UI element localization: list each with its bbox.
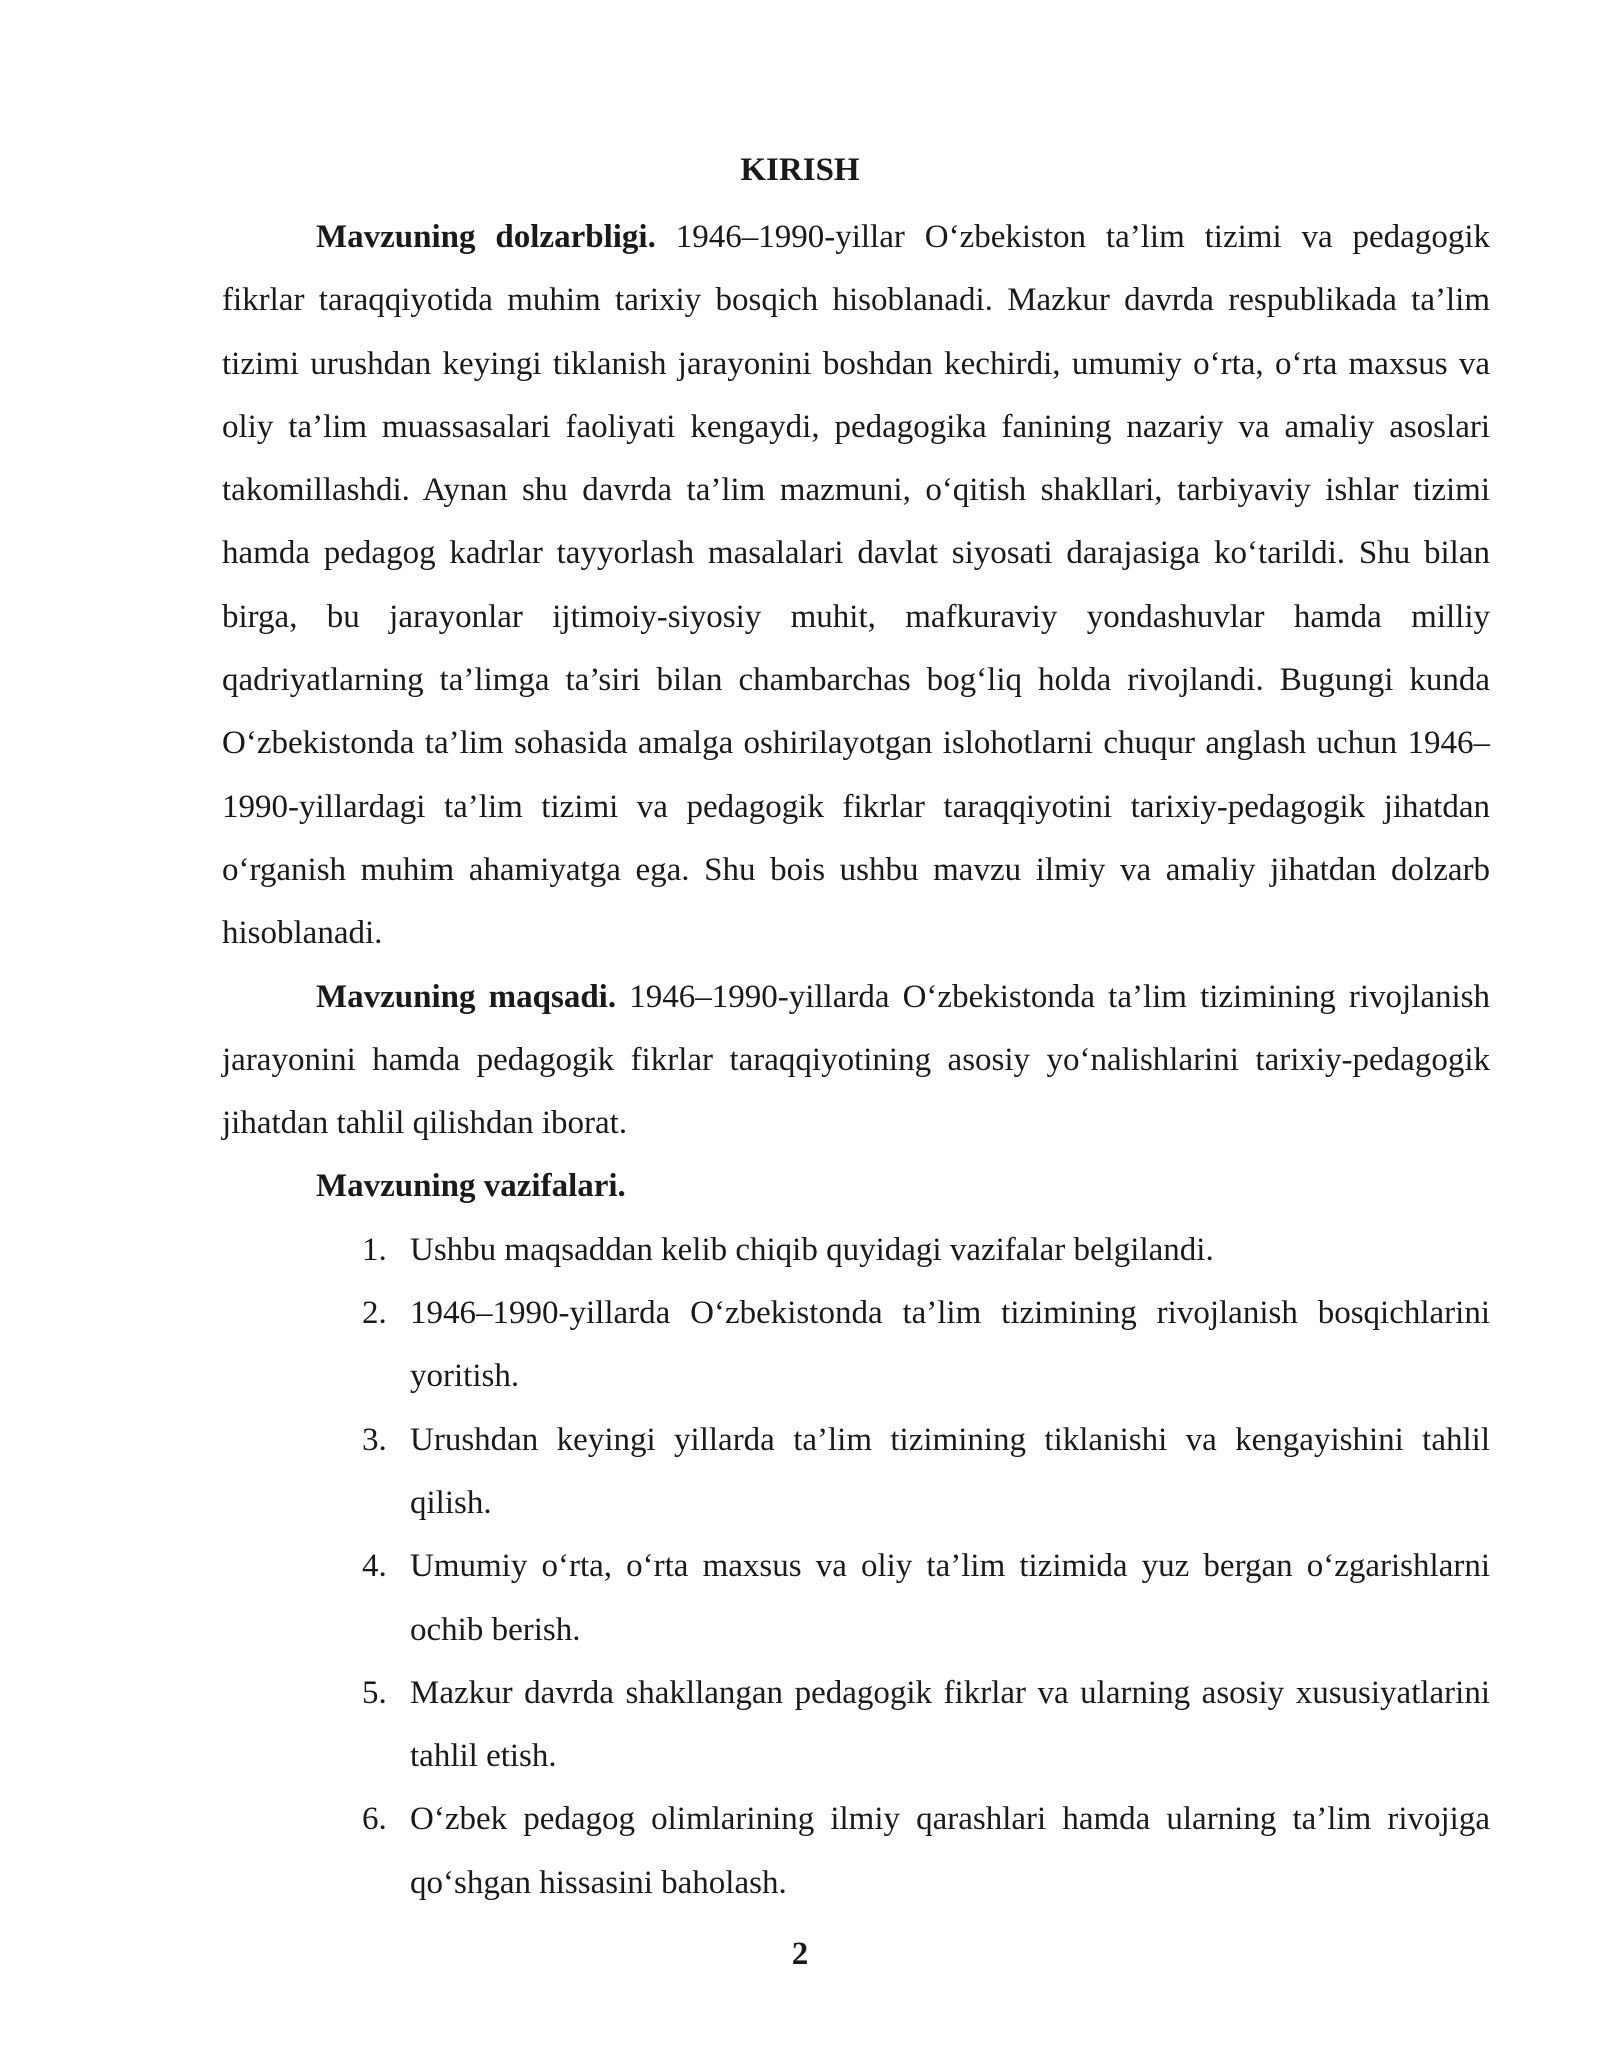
tasks-list	[222, 1219, 1490, 1915]
list-item-text: Umumiy o‘rta, o‘rta maxsus va oliy ta’lim tizimida yuz bergan o‘zgarishlarni ochib berish.	[410, 1548, 1490, 1648]
document-body	[222, 206, 1490, 1915]
goal-text: 1946–1990-yillarda O‘zbekistonda ta’lim tizimining rivojlanish jarayonini hamda pedagogik fikrlar taraqqiyotining asosiy yo‘nalishlarini tarixiy-pedagogik jihatdan tahlil qilishdan iborat.	[222, 978, 1490, 1142]
list-item-text: Ushbu maqsaddan kelib chiqib quyidagi vazifalar belgilandi.	[410, 1231, 1214, 1268]
list-item	[222, 1788, 1490, 1915]
list-item	[222, 1662, 1490, 1789]
list-item-number: 2.	[362, 1295, 387, 1332]
list-item-text: O‘zbek pedagog olimlarining ilmiy qarashlari hamda ularning ta’lim rivojiga qo‘shgan hissasini baholash.	[410, 1801, 1490, 1901]
list-item-number: 3.	[362, 1421, 387, 1458]
goal-label: Mavzuning maqsadi.	[316, 978, 617, 1015]
list-item-number: 6.	[362, 1801, 387, 1838]
page-number: 2	[791, 1936, 809, 1972]
list-item-text: 1946–1990-yillarda O‘zbekistonda ta’lim tizimining rivojlanish bosqichlarini yoritish.	[410, 1295, 1490, 1395]
relevance-text: 1946–1990-yillar O‘zbekiston ta’lim tizimi va pedagogik fikrlar taraqqiyotida muhim tarixiy bosqich hisoblanadi. Mazkur davrda respublikada ta’lim tizimi urushdan keyingi tiklanish jarayonini boshdan kechirdi, umumiy o‘rta, o‘rta maxsus va oliy ta’lim muassasalari faoliyati kengaydi, pedagogika fanining nazariy va amaliy asoslari takomillashdi. Aynan shu davrda ta’lim mazmuni, o‘qitish shakllari, tarbiyaviy ishlar tizimi hamda pedagog kadrlar tayyorlash masalalari davlat siyosati darajasiga ko‘tarildi. Shu bilan birga, bu jarayonlar ijtimoiy-siyosiy muhit, mafkuraviy yondashuvlar hamda milliy qadriyatlarning ta’limga ta’siri bilan chambarchas bog‘liq holda rivojlandi. Bugungi kunda O‘zbekistonda ta’lim sohasida amalga oshirilayotgan islohotlarni chuqur anglash uchun 1946–1990-yillardagi ta’lim tizimi va pedagogik fikrlar taraqqiyotini tarixiy-pedagogik jihatdan o‘rganish muhim ahamiyatga ega. Shu bois ushbu mavzu ilmiy va amaliy jihatdan dolzarb hisoblanadi.	[222, 219, 1490, 952]
list-item	[222, 1409, 1490, 1536]
list-item	[222, 1282, 1490, 1409]
tasks-heading: Mavzuning vazifalari.	[316, 1168, 626, 1205]
list-item-text: Urushdan keyingi yillarda ta’lim tizimining tiklanishi va kengayishini tahlil qilish.	[410, 1421, 1490, 1521]
list-item	[222, 1535, 1490, 1662]
list-item-text: Mazkur davrda shakllangan pedagogik fikrlar va ularning asosiy xususiyatlarini tahlil etish.	[410, 1674, 1490, 1775]
list-item-number: 1.	[362, 1231, 387, 1268]
relevance-label: Mavzuning dolzarbligi.	[316, 219, 656, 255]
list-item-number: 4.	[362, 1548, 387, 1585]
list-item	[222, 1219, 1490, 1282]
goal-paragraph	[222, 966, 1490, 1156]
relevance-paragraph	[222, 206, 1490, 966]
section-title: KIRISH	[740, 152, 860, 188]
list-item-number: 5.	[362, 1674, 387, 1711]
